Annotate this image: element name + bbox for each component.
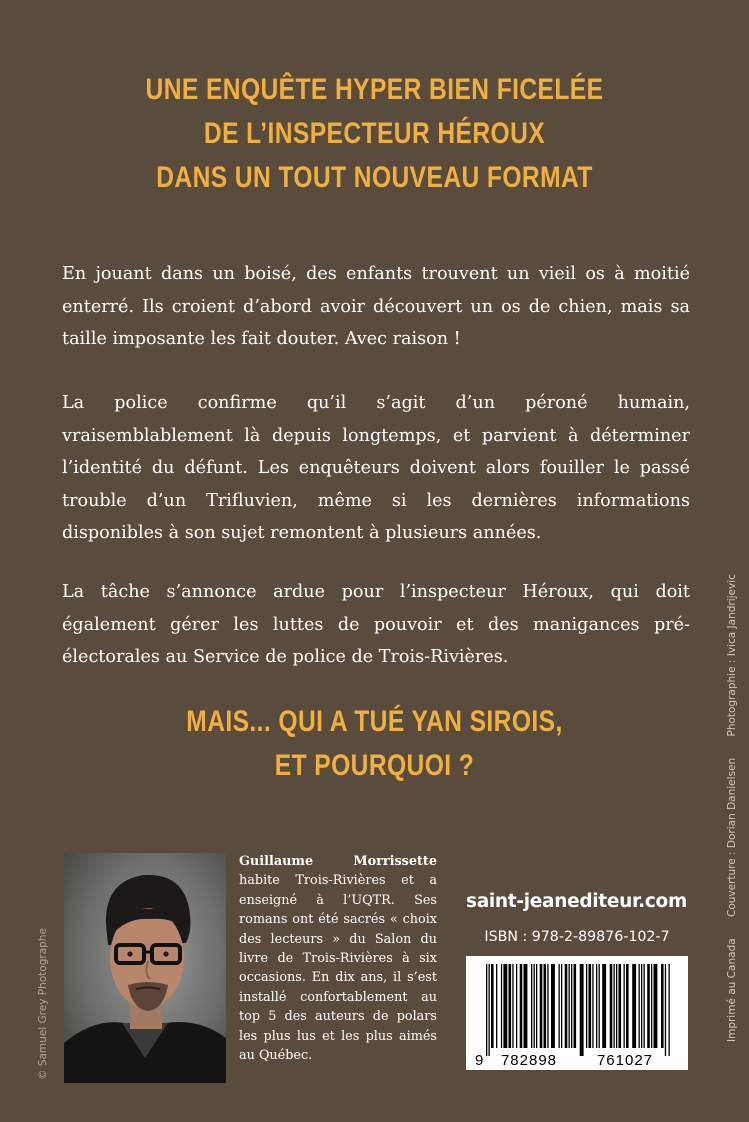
barcode-bar <box>569 964 570 1048</box>
barcode-bar <box>669 964 670 1056</box>
barcode-bar <box>520 964 523 1048</box>
barcode-bar <box>639 964 640 1048</box>
barcode-bar <box>516 964 517 1048</box>
barcode-bar <box>661 964 664 1048</box>
barcode-bar <box>614 964 615 1048</box>
synopsis-paragraph-1: En jouant dans un boisé, des enfants trouvent un vieil os à moitié enterré. Ils croient d’abord avoir découvert un os de chien, mais sa taille imposante les fait douter. Avec raison ! <box>62 264 690 349</box>
barcode-bar <box>624 964 625 1048</box>
barcode-bar <box>654 964 658 1048</box>
barcode-bar <box>565 964 568 1048</box>
barcode-bar <box>536 964 537 1048</box>
barcode-bar <box>531 964 532 1048</box>
barcode-bar <box>486 964 487 1056</box>
barcode-bar <box>501 964 502 1048</box>
teaser-question <box>67 700 681 788</box>
author-photo <box>64 853 226 1083</box>
barcode-bar <box>619 964 622 1048</box>
printed-in-credit: Imprimé au Canada <box>726 938 738 1042</box>
tagline-line-2: DE L’INSPECTEUR HÉROUX <box>203 117 546 150</box>
barcode-bar <box>589 964 592 1048</box>
cover-credit: Couverture : Dorian Danielsen <box>726 757 738 918</box>
photo-credit: © Samuel Grey Photographe <box>37 928 49 1080</box>
barcode-bar <box>489 964 490 1056</box>
barcode-bar <box>559 964 560 1048</box>
photography-credit: Photographie : Ivica Jandrijevic <box>726 574 738 737</box>
barcode-bar <box>626 964 629 1048</box>
barcode-bar <box>544 964 547 1048</box>
barcode-bar <box>651 964 652 1048</box>
publisher-website[interactable]: saint-jeanediteur.com <box>466 891 687 912</box>
barcode-bar <box>496 964 497 1048</box>
barcode-bar <box>524 964 528 1048</box>
barcode-bar <box>561 964 562 1048</box>
synopsis-paragraph-3: La tâche s’annonce ardue pour l’inspecteur Héroux, qui doit également gérer les luttes de pouvoir et des manigances pré-électorales au Service de police de Trois-Rivières. <box>62 582 690 667</box>
barcode-digit-lead: 9 <box>475 1052 484 1069</box>
barcode-bar <box>503 964 507 1048</box>
barcode-bar <box>551 964 555 1048</box>
barcode-graphic <box>466 956 688 1070</box>
barcode <box>466 956 688 1070</box>
synopsis-paragraph-2: La police confirme qu’il s’agit d’un péroné humain, vraisemblablement là depuis longtemps, et parvient à déterminer l’identité du défunt. Les enquêteurs doivent alors fouiller le passé trouble d’un Trifluvien, même si les dernières informations disponibles à son sujet remontent à plusieurs années. <box>62 393 690 543</box>
barcode-bar <box>491 964 494 1048</box>
teaser-line-2: ET POURQUOI ? <box>274 749 475 782</box>
tagline-line-3: DANS UN TOUT NOUVEAU FORMAT <box>156 161 593 194</box>
barcode-bar <box>512 964 513 1048</box>
barcode-bar <box>647 964 650 1048</box>
barcode-bar <box>616 964 617 1048</box>
barcode-bar <box>509 964 512 1048</box>
side-credits <box>726 556 738 1042</box>
barcode-bar <box>599 964 600 1048</box>
barcode-bar <box>534 964 535 1048</box>
barcode-bar <box>596 964 597 1048</box>
barcode-bar <box>547 964 548 1048</box>
barcode-digits-left: 782898 <box>500 1052 558 1069</box>
barcode-digits-right: 761027 <box>596 1052 654 1069</box>
isbn-number: ISBN : 978-2-89876-102-7 <box>484 929 670 945</box>
author-bio-text: habite Trois-Rivières et a enseigné à l’UQTR. Ses romans ont été sacrés « choix des lecteurs » du Salon du livre de Trois-Rivières à six occasions. En dix ans, il s’est installé confortablement au top 5 des auteurs de polars les plus lus et les plus aimés au Québec. <box>239 873 437 1064</box>
author-portrait-illustration <box>64 853 226 1083</box>
barcode-bar <box>602 964 606 1048</box>
barcode-bar <box>574 964 577 1048</box>
author-bio <box>239 852 437 1065</box>
teaser-line-1: MAIS... QUI A TUÉ YAN SIROIS, <box>186 705 563 738</box>
tagline-line-1: UNE ENQUÊTE HYPER BIEN FICELÉE <box>145 73 604 106</box>
barcode-bar <box>610 964 613 1048</box>
barcode-bar <box>641 964 642 1048</box>
author-name: Guillaume Morrissette <box>239 854 437 869</box>
barcode-bar <box>571 964 572 1048</box>
barcode-bar <box>586 964 587 1048</box>
barcode-bar <box>540 964 543 1048</box>
tagline <box>67 68 681 200</box>
barcode-bar <box>592 964 593 1048</box>
barcode-bar <box>580 964 584 1056</box>
barcode-bar <box>632 964 636 1048</box>
barcode-bar <box>644 964 645 1048</box>
barcode-bar <box>665 964 666 1056</box>
